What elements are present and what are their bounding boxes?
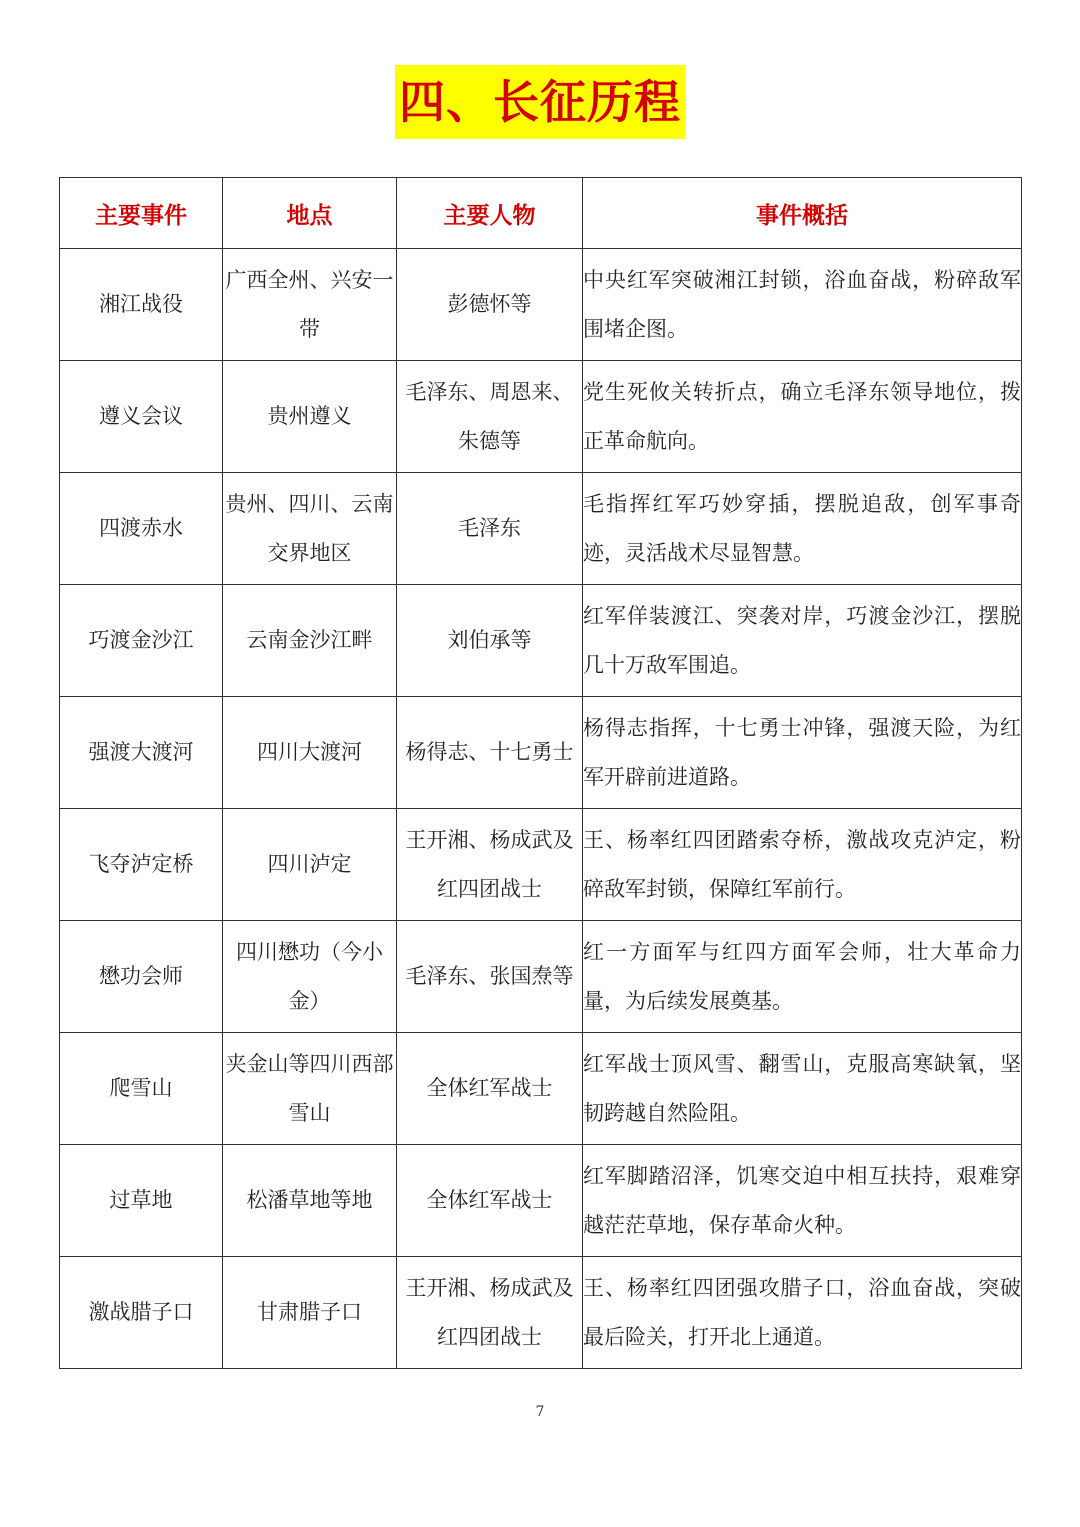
- place-cell: 贵州、四川、云南交界地区: [223, 473, 397, 585]
- people-cell: 毛泽东、周恩来、朱德等: [397, 361, 583, 473]
- header-people: 主要人物: [397, 178, 583, 249]
- table-row: [60, 1033, 1022, 1145]
- place-cell: 夹金山等四川西部雪山: [223, 1033, 397, 1145]
- event-cell: 飞夺泸定桥: [60, 809, 223, 921]
- header-event: 主要事件: [60, 178, 223, 249]
- table-row: [60, 809, 1022, 921]
- people-cell: 毛泽东、张国焘等: [397, 921, 583, 1033]
- summary-cell: 红军佯装渡江、突袭对岸，巧渡金沙江，摆脱几十万敌军围追。: [583, 585, 1022, 697]
- place-cell: 云南金沙江畔: [223, 585, 397, 697]
- page-title: 四、长征历程: [395, 65, 685, 139]
- table-row: [60, 473, 1022, 585]
- summary-cell: 红一方面军与红四方面军会师，壮大革命力量，为后续发展奠基。: [583, 921, 1022, 1033]
- people-cell: 王开湘、杨成武及红四团战士: [397, 809, 583, 921]
- event-cell: 遵义会议: [60, 361, 223, 473]
- table-row: [60, 1145, 1022, 1257]
- place-cell: 松潘草地等地: [223, 1145, 397, 1257]
- people-cell: 全体红军战士: [397, 1033, 583, 1145]
- place-cell: 四川泸定: [223, 809, 397, 921]
- place-cell: 广西全州、兴安一带: [223, 249, 397, 361]
- summary-cell: 红军战士顶风雪、翻雪山，克服高寒缺氧，坚韧跨越自然险阻。: [583, 1033, 1022, 1145]
- summary-cell: 毛指挥红军巧妙穿插，摆脱追敌，创军事奇迹，灵活战术尽显智慧。: [583, 473, 1022, 585]
- people-cell: 全体红军战士: [397, 1145, 583, 1257]
- summary-cell: 王、杨率红四团踏索夺桥，激战攻克泸定，粉碎敌军封锁，保障红军前行。: [583, 809, 1022, 921]
- table-row: [60, 697, 1022, 809]
- summary-cell: 中央红军突破湘江封锁，浴血奋战，粉碎敌军围堵企图。: [583, 249, 1022, 361]
- table-header-row: [60, 178, 1022, 249]
- place-cell: 四川懋功（今小金）: [223, 921, 397, 1033]
- table-row: [60, 921, 1022, 1033]
- event-cell: 激战腊子口: [60, 1257, 223, 1369]
- event-cell: 湘江战役: [60, 249, 223, 361]
- summary-cell: 党生死攸关转折点，确立毛泽东领导地位，拨正革命航向。: [583, 361, 1022, 473]
- event-cell: 巧渡金沙江: [60, 585, 223, 697]
- long-march-table: [59, 177, 1022, 1369]
- people-cell: 毛泽东: [397, 473, 583, 585]
- table-row: [60, 1257, 1022, 1369]
- people-cell: 彭德怀等: [397, 249, 583, 361]
- place-cell: 贵州遵义: [223, 361, 397, 473]
- table-row: [60, 361, 1022, 473]
- table-row: [60, 585, 1022, 697]
- place-cell: 甘肃腊子口: [223, 1257, 397, 1369]
- people-cell: 王开湘、杨成武及红四团战士: [397, 1257, 583, 1369]
- place-cell: 四川大渡河: [223, 697, 397, 809]
- summary-cell: 杨得志指挥，十七勇士冲锋，强渡天险，为红军开辟前进道路。: [583, 697, 1022, 809]
- people-cell: 刘伯承等: [397, 585, 583, 697]
- page-number: 7: [535, 1404, 545, 1420]
- summary-cell: 红军脚踏沼泽，饥寒交迫中相互扶持，艰难穿越茫茫草地，保存革命火种。: [583, 1145, 1022, 1257]
- title-container: [0, 65, 1080, 139]
- event-cell: 四渡赤水: [60, 473, 223, 585]
- event-cell: 爬雪山: [60, 1033, 223, 1145]
- event-cell: 强渡大渡河: [60, 697, 223, 809]
- event-cell: 过草地: [60, 1145, 223, 1257]
- header-summary: 事件概括: [583, 178, 1022, 249]
- event-cell: 懋功会师: [60, 921, 223, 1033]
- table-row: [60, 249, 1022, 361]
- header-place: 地点: [223, 178, 397, 249]
- people-cell: 杨得志、十七勇士: [397, 697, 583, 809]
- summary-cell: 王、杨率红四团强攻腊子口，浴血奋战，突破最后险关，打开北上通道。: [583, 1257, 1022, 1369]
